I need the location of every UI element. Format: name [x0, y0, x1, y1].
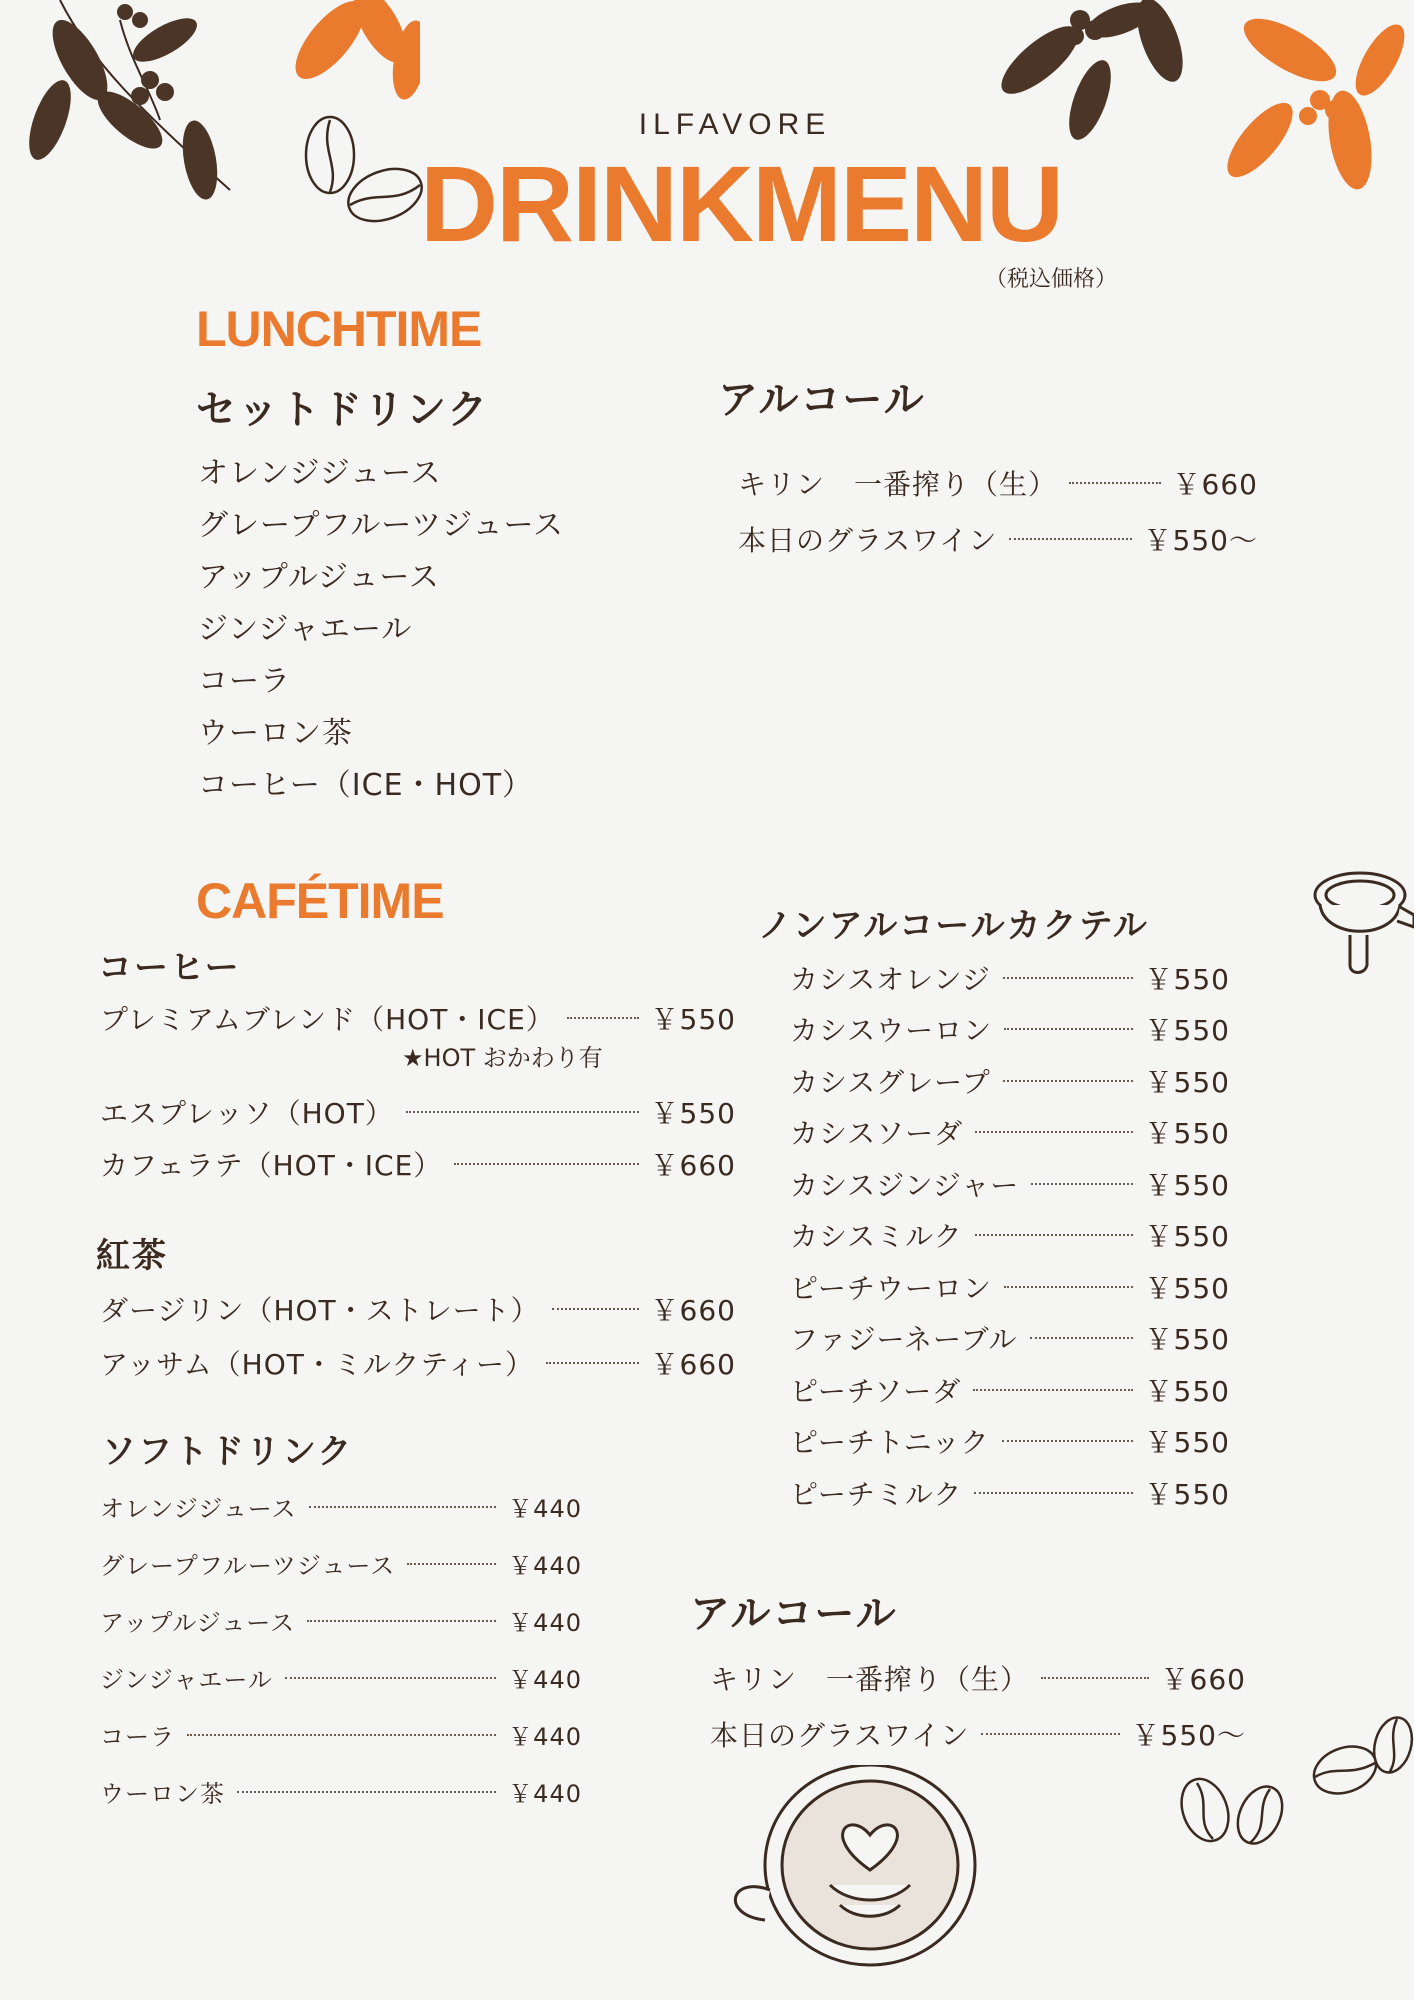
- menu-row: [100, 1086, 736, 1138]
- menu-row: [100, 1706, 582, 1763]
- item-name: キリン 一番搾り（生）: [738, 468, 1058, 501]
- section-title-lunchtime: LUNCHTIME: [196, 301, 482, 357]
- menu-row: [100, 1592, 582, 1649]
- dot-leader: [546, 1362, 639, 1364]
- item-price: ￥440: [508, 1609, 582, 1637]
- item-price: ￥660: [650, 1348, 736, 1381]
- item-name: カシスウーロン: [790, 1014, 993, 1048]
- menu-row: [100, 1336, 736, 1390]
- item-name: 本日のグラスワイン: [738, 524, 998, 557]
- non-alcohol-cocktail-list: [790, 952, 1230, 1519]
- list-item: グレープフルーツジュース: [198, 508, 564, 543]
- non-alcohol-cocktail-title: ノンアルコールカクテル: [758, 906, 1149, 946]
- menu-row: [710, 1650, 1246, 1706]
- dot-leader: [285, 1677, 496, 1679]
- dot-leader: [975, 1234, 1133, 1236]
- item-price: ￥660: [1160, 1663, 1246, 1696]
- item-price: ￥550: [650, 1003, 736, 1036]
- menu-row: [100, 1138, 736, 1190]
- dot-leader: [1009, 538, 1131, 540]
- list-item: アップルジュース: [198, 560, 440, 595]
- dot-leader: [974, 1492, 1132, 1494]
- menu-row: [790, 1055, 1230, 1107]
- item-price: ￥550: [1144, 1323, 1230, 1357]
- item-price: ￥550: [1144, 1014, 1230, 1048]
- menu-row: [790, 952, 1230, 1004]
- list-item: コーラ: [198, 664, 291, 699]
- page-title: DRINKMENU: [420, 143, 1062, 264]
- menu-row: [100, 1763, 582, 1820]
- item-name: カシスグレープ: [790, 1065, 991, 1099]
- item-name: アップルジュース: [100, 1609, 296, 1637]
- menu-row: [100, 1649, 582, 1706]
- item-name: ウーロン茶: [100, 1780, 225, 1808]
- item-price: ￥440: [508, 1723, 582, 1751]
- dot-leader: [309, 1506, 497, 1508]
- menu-row: [790, 1210, 1230, 1262]
- refill-note: ★HOT おかわり有: [402, 1044, 603, 1072]
- item-name: プレミアムブレンド（HOT・ICE）: [100, 1003, 555, 1036]
- set-drink-title: セットドリンク: [196, 387, 490, 433]
- menu-row: [100, 1282, 736, 1336]
- item-name: オレンジジュース: [100, 1495, 297, 1523]
- item-name: ファジーネーブル: [790, 1323, 1018, 1357]
- coffee-list: [100, 998, 736, 1190]
- espresso-portafilter-icon: [1305, 865, 1414, 1005]
- item-name: コーラ: [100, 1723, 175, 1751]
- menu-row: [790, 1261, 1230, 1313]
- dot-leader: [1004, 1286, 1133, 1288]
- list-item: コーヒー（ICE・HOT）: [198, 768, 534, 803]
- dot-leader: [1004, 1028, 1132, 1030]
- item-price: ￥550: [1144, 1374, 1230, 1408]
- dot-leader: [1069, 482, 1161, 484]
- brand-name: ILFAVORE: [638, 108, 832, 141]
- item-name: カシスミルク: [790, 1220, 963, 1254]
- item-price: ￥660: [650, 1149, 736, 1182]
- dot-leader: [1003, 1080, 1133, 1082]
- item-name: エスプレッソ（HOT）: [100, 1097, 394, 1130]
- item-price: ￥550: [1144, 1426, 1230, 1460]
- dot-leader: [973, 1389, 1132, 1391]
- dot-leader: [454, 1163, 638, 1165]
- tax-note: （税込価格）: [985, 267, 1118, 292]
- dot-leader: [981, 1733, 1119, 1735]
- list-item: オレンジジュース: [198, 456, 442, 491]
- dot-leader: [975, 1131, 1132, 1133]
- item-price: ￥440: [508, 1666, 582, 1694]
- menu-row: [738, 508, 1258, 570]
- menu-row: [100, 1478, 582, 1535]
- dot-leader: [1030, 1337, 1133, 1339]
- dot-leader: [1003, 977, 1133, 979]
- item-price: ￥550: [1144, 1117, 1230, 1151]
- latte-art-cup-icon: [720, 1765, 990, 1975]
- set-drink-list: [198, 448, 564, 812]
- item-name: ジンジャエール: [100, 1666, 273, 1694]
- item-price: ￥440: [508, 1780, 582, 1808]
- item-name: ピーチトニック: [790, 1426, 990, 1460]
- menu-row: [738, 458, 1258, 508]
- item-name: 本日のグラスワイン: [710, 1719, 970, 1752]
- item-name: ピーチウーロン: [790, 1271, 992, 1305]
- menu-row: [790, 1004, 1230, 1056]
- item-name: アッサム（HOT・ミルクティー）: [100, 1348, 535, 1381]
- menu-row: [790, 1158, 1230, 1210]
- menu-row: [790, 1107, 1230, 1159]
- tea-title: 紅茶: [96, 1236, 168, 1276]
- item-name: カシスソーダ: [790, 1117, 964, 1151]
- dot-leader: [567, 1017, 639, 1019]
- menu-row: [100, 998, 736, 1038]
- menu-row: [790, 1364, 1230, 1416]
- item-name: グレープフルーツジュース: [100, 1552, 396, 1580]
- menu-row: [790, 1416, 1230, 1468]
- lunch-alcohol-list: [738, 458, 1258, 570]
- list-item: ジンジャエール: [198, 612, 413, 647]
- list-item: ウーロン茶: [198, 716, 353, 751]
- item-price: ￥550: [650, 1097, 736, 1130]
- item-price: ￥550: [1144, 1220, 1230, 1254]
- cafe-alcohol-list: [710, 1650, 1246, 1762]
- soft-drink-list: [100, 1478, 582, 1820]
- lunch-alcohol-title: アルコール: [718, 377, 926, 423]
- item-name: ダージリン（HOT・ストレート）: [100, 1294, 540, 1327]
- item-price: ￥550～: [1143, 524, 1258, 557]
- item-name: カシスオレンジ: [790, 962, 991, 996]
- item-price: ￥660: [1172, 468, 1258, 501]
- dot-leader: [307, 1620, 496, 1622]
- item-name: ピーチミルク: [790, 1477, 963, 1511]
- item-name: キリン 一番搾り（生）: [710, 1663, 1030, 1696]
- dot-leader: [1002, 1440, 1133, 1442]
- cafe-alcohol-title: アルコール: [690, 1591, 898, 1637]
- dot-leader: [1041, 1677, 1149, 1679]
- item-price: ￥550: [1144, 1271, 1230, 1305]
- menu-row: [710, 1706, 1246, 1762]
- item-name: カフェラテ（HOT・ICE）: [100, 1149, 443, 1182]
- item-price: ￥660: [650, 1294, 736, 1327]
- tea-list: [100, 1282, 736, 1390]
- item-name: ピーチソーダ: [790, 1374, 962, 1408]
- item-price: ￥550: [1144, 962, 1230, 996]
- dot-leader: [187, 1734, 496, 1736]
- item-price: ￥550: [1144, 1168, 1230, 1202]
- dot-leader: [406, 1111, 639, 1113]
- item-price: ￥550～: [1131, 1719, 1246, 1752]
- coffee-title: コーヒー: [98, 948, 241, 988]
- item-price: ￥440: [508, 1552, 582, 1580]
- menu-row: [790, 1313, 1230, 1365]
- dot-leader: [552, 1308, 639, 1310]
- dot-leader: [407, 1563, 496, 1565]
- soft-drink-title: ソフトドリンク: [102, 1432, 354, 1472]
- menu-row: [100, 1535, 582, 1592]
- item-name: カシスジンジャー: [790, 1168, 1020, 1202]
- menu-row: [790, 1467, 1230, 1519]
- item-price: ￥550: [1144, 1065, 1230, 1099]
- dot-leader: [1031, 1183, 1132, 1185]
- item-price: ￥550: [1144, 1477, 1230, 1511]
- item-price: ￥440: [508, 1495, 582, 1523]
- dot-leader: [237, 1791, 496, 1793]
- section-title-cafetime: CAFÉTIME: [196, 873, 444, 929]
